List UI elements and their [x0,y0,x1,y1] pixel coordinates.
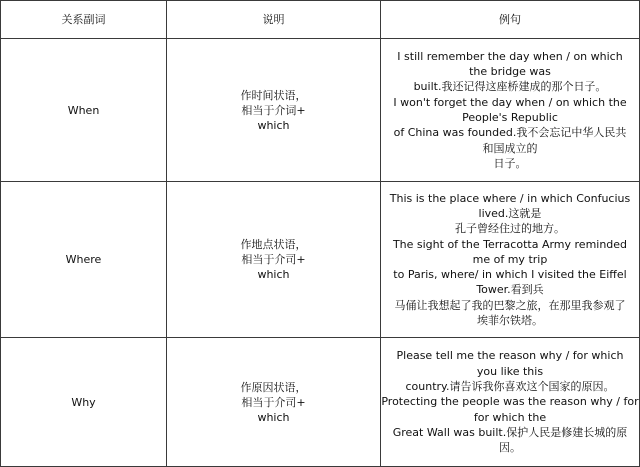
table-row-when-example [381,39,639,181]
table-row-where-explanation [167,182,380,337]
example-line: 因。 [498,441,521,455]
table-row-why-word [1,338,166,466]
explanation-line: 作地点状语， [240,238,307,251]
example-line: you like this [476,364,544,378]
explanation-line: which [257,118,290,132]
example-line: country.请告诉我你喜欢这个国家的原因。 [405,380,615,394]
table-row-where-word [1,182,166,337]
header-cell-example [381,1,639,38]
explanation-line: 作原因状语， [240,380,307,394]
example-line: 和国成立的 [482,141,538,155]
example-line: me of my trip [472,252,548,266]
table-row-why-example [381,338,639,466]
relative-adverb-word: Where [65,253,102,266]
explanation-line: which [257,410,290,424]
example-line: 埃菲尔铁塔。 [476,314,543,328]
example-line: Tower.看到兵 [476,283,544,297]
example-line: Protecting the people was the reason why / for [381,395,639,409]
example-line: lived.这就是 [478,206,542,220]
header-cell-explanation [167,1,380,38]
example-line: The sight of the Terracotta Army reminded [392,237,628,251]
explanation-line: 作时间状语， [240,88,307,102]
explanation-line: 相当于介司+ [241,253,306,266]
relative-adverb-word: Why [71,395,96,409]
example-line: People's Republic [462,111,558,124]
header-cell-relative-adverb [1,1,166,38]
table-row-why-explanation [167,338,380,466]
header-label: 关系副词 [61,13,106,26]
explanation-line: which [257,268,290,281]
relative-adverb-word: When [67,103,100,117]
example-line: 孔子曾经住过的地方。 [454,222,565,236]
example-line: to Paris, where/ in which I visited the Eiffel [393,268,627,282]
example-line: the bridge was [469,65,551,79]
explanation-line: 相当于介词+ [241,103,306,117]
example-line: Please tell me the reason why / for which [396,349,624,363]
explanation-line: 相当于介司+ [241,395,306,409]
example-line: built.我还记得这座桥建成的那个日子。 [413,80,607,94]
example-line: 马俑让我想起了我的巴黎之旅，在那里我参观了 [394,298,626,312]
example-line: for which the [473,410,547,424]
table-row-where-example [381,182,639,337]
example-line: I still remember the day when / on which [397,49,623,63]
header-label: 说明 [262,13,285,26]
example-line: This is the place where / in which Confucius [389,191,631,205]
example-line: 日子。 [493,156,527,170]
table-row-when-explanation [167,39,380,181]
example-line: Great Wall was built.保护人民是修建长城的原 [392,425,628,439]
example-line: I won't forget the day when / on which the [393,95,627,109]
table-row-when-word [1,39,166,181]
header-label: 例句 [499,13,521,26]
example-line: of China was founded.我不会忘记中华人民共 [393,126,627,140]
